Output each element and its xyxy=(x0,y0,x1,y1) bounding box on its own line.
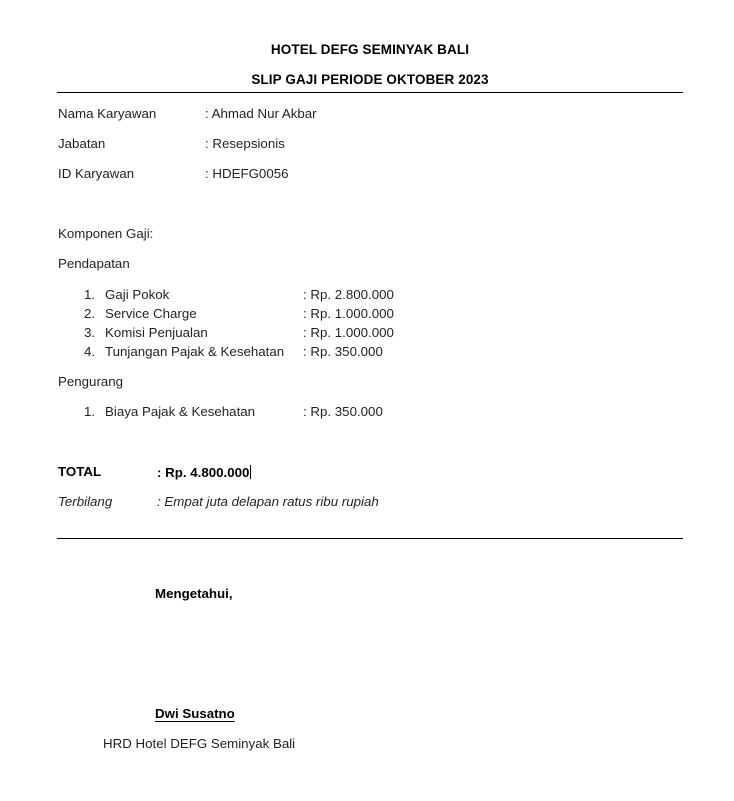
income-row-3 xyxy=(0,325,734,344)
signatory-name: Dwi Susatno xyxy=(155,706,235,721)
deduction-row-1 xyxy=(0,404,734,423)
text-caret xyxy=(250,465,252,479)
header-divider xyxy=(57,92,683,93)
terbilang-label: Terbilang xyxy=(58,494,113,509)
list-item-number: 1. xyxy=(84,404,96,419)
employee-position-label: Jabatan xyxy=(58,136,106,151)
employee-name-label: Nama Karyawan xyxy=(58,106,157,121)
list-item-label: Gaji Pokok xyxy=(105,287,170,302)
list-item-number: 2. xyxy=(84,306,96,321)
list-item-label: Tunjangan Pajak & Kesehatan xyxy=(105,344,285,359)
list-item-amount: : Rp. 1.000.000 xyxy=(303,325,394,340)
terbilang-value: : Empat juta delapan ratus ribu rupiah xyxy=(157,494,379,509)
employee-name-value: : Ahmad Nur Akbar xyxy=(205,106,317,121)
deduction-heading: Pengurang xyxy=(58,374,124,389)
income-row-1 xyxy=(0,287,734,306)
document-subtitle: SLIP GAJI PERIODE OKTOBER 2023 xyxy=(251,72,489,87)
components-heading: Komponen Gaji: xyxy=(58,226,154,241)
company-title: HOTEL DEFG SEMINYAK BALI xyxy=(270,42,470,57)
signatory-role: HRD Hotel DEFG Seminyak Bali xyxy=(103,736,296,751)
income-heading: Pendapatan xyxy=(58,256,130,271)
signature-divider xyxy=(57,538,683,539)
employee-id-label: ID Karyawan xyxy=(58,166,135,181)
income-row-2 xyxy=(0,306,734,325)
list-item-amount: : Rp. 350.000 xyxy=(303,404,383,419)
employee-id-value: : HDEFG0056 xyxy=(205,166,289,181)
employee-position-value: : Resepsionis xyxy=(205,136,285,151)
list-item-number: 4. xyxy=(84,344,96,359)
list-item-number: 1. xyxy=(84,287,96,302)
total-value: : Rp. 4.800.000 xyxy=(157,465,250,480)
total-value-group xyxy=(157,464,251,482)
list-item-amount: : Rp. 2.800.000 xyxy=(303,287,394,302)
list-item-label: Biaya Pajak & Kesehatan xyxy=(105,404,256,419)
signature-acknowledgement: Mengetahui, xyxy=(155,586,233,601)
list-item-number: 3. xyxy=(84,325,96,340)
list-item-label: Komisi Penjualan xyxy=(105,325,208,340)
list-item-label: Service Charge xyxy=(105,306,197,321)
total-label: TOTAL xyxy=(58,464,102,479)
list-item-amount: : Rp. 1.000.000 xyxy=(303,306,394,321)
income-row-4 xyxy=(0,344,734,363)
list-item-amount: : Rp. 350.000 xyxy=(303,344,383,359)
